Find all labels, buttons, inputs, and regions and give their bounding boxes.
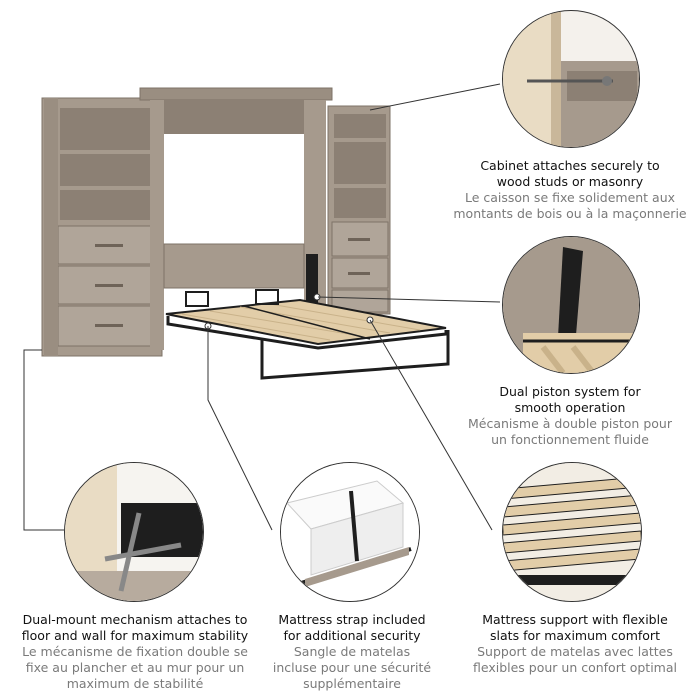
caption-piston xyxy=(450,384,690,448)
caption-strap-fr-2: incluse pour une sécurité xyxy=(272,660,432,675)
caption-slats-en-1: Mattress support with flexible xyxy=(482,612,668,627)
caption-slats xyxy=(455,612,695,676)
detail-circle-slats xyxy=(502,462,642,602)
caption-dual-mount-fr-2: fixe au plancher et au mur pour un xyxy=(25,660,245,675)
caption-piston-en-1: Dual piston system for xyxy=(499,384,641,399)
caption-slats-fr-1: Support de matelas avec lattes xyxy=(477,644,673,659)
caption-cabinet xyxy=(450,158,690,222)
detail-circle-piston xyxy=(502,236,640,374)
caption-dual-mount-en-2: floor and wall for maximum stability xyxy=(21,628,249,643)
caption-piston-fr-1: Mécanisme à double piston pour xyxy=(468,416,672,431)
caption-strap-fr-1: Sangle de matelas xyxy=(293,644,411,659)
caption-piston-en-2: smooth operation xyxy=(514,400,626,415)
caption-strap-en-2: for additional security xyxy=(283,628,421,643)
detail-circle-strap xyxy=(280,462,420,602)
caption-strap-en-1: Mattress strap included xyxy=(278,612,426,627)
caption-strap xyxy=(262,612,442,692)
detail-circle-dual-mount xyxy=(64,462,204,602)
detail-circle-cabinet xyxy=(502,10,640,148)
caption-dual-mount xyxy=(10,612,260,692)
caption-slats-fr-2: flexibles pour un confort optimal xyxy=(472,660,677,675)
left-cabinet xyxy=(42,98,162,356)
caption-cabinet-en-2: wood studs or masonry xyxy=(496,174,644,189)
right-cabinet xyxy=(328,106,390,314)
caption-strap-fr-3: supplémentaire xyxy=(303,676,401,691)
caption-dual-mount-fr-3: maximum de stabilité xyxy=(66,676,204,691)
caption-slats-en-2: slats for maximum comfort xyxy=(490,628,660,643)
caption-cabinet-en-1: Cabinet attaches securely to xyxy=(480,158,660,173)
caption-dual-mount-en-1: Dual-mount mechanism attaches to xyxy=(22,612,248,627)
caption-piston-fr-2: un fonctionnement fluide xyxy=(491,432,649,447)
caption-cabinet-fr-2: montants de bois ou à la maçonnerie xyxy=(453,206,687,221)
caption-cabinet-fr-1: Le caisson se fixe solidement aux xyxy=(464,190,676,205)
caption-dual-mount-fr-1: Le mécanisme de fixation double se xyxy=(22,644,248,659)
